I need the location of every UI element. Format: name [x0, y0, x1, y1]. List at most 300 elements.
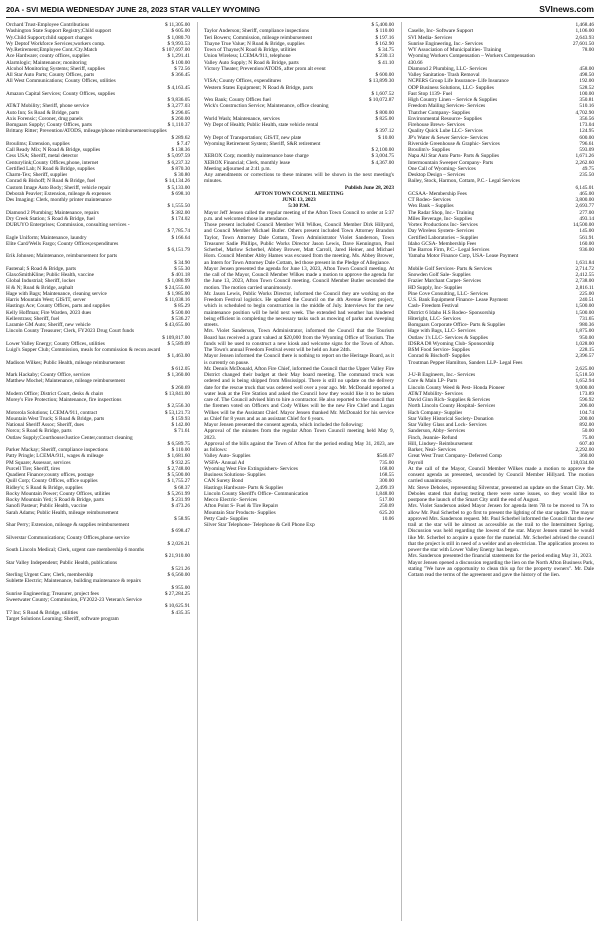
ledger-amount: $ 2,026.21: [167, 540, 190, 547]
ledger-label: Finch, Jeannie- Refund: [408, 434, 458, 441]
ledger-label: Lincoln County Weed & Pest- Honda Pioneer: [408, 384, 505, 391]
ledger-amount: $ 174.02: [171, 215, 190, 222]
ledger-label: Outlaw 1's LLC- Services & Supplies: [408, 334, 488, 341]
ledger-label: Kellerstrass; Sheriff, fuel: [6, 315, 60, 322]
ledger-amount: 980.36: [579, 322, 594, 328]
ledger-amount: $ 107,697.00: [162, 47, 190, 53]
ledger-label: Vortex Productions Inc- Services: [408, 222, 478, 228]
page-header-left: 20A - SVI MEDIA WEDNESDAY JUNE 28, 2023 STAR VALLEY WYOMING: [6, 4, 261, 14]
ledger-label: Victory Theater; Prevention/ATODS, after prom alt event: [204, 65, 326, 72]
paragraph: Mr. Jason Lewis, Public Works Director, informed the Council they are working on the Freedom Festival logistics. He updated the Council on the 4th Avenue Street project, which is scheduled to begin construction in the middle of July. Interviews for the new maintenance position will be held next week. The extended bad weather has hindered being efficient in completing the necessary tasks such as mowing of parks and sweeping streets.: [204, 290, 394, 328]
ledger-label: Madison Wilkes; Public Health, mileage reimbursement: [6, 359, 125, 366]
notice-heading: JUNE 13, 2023: [282, 197, 316, 203]
ledger-label: Wyoming Workers Compensation – Workers Compensation: [408, 53, 535, 60]
ledger-label: Valley Auto- Supplies: [204, 453, 251, 460]
ledger-label: One Call of Wyoming- Services: [408, 165, 476, 172]
ledger-amount: 2,396.57: [575, 353, 594, 360]
paragraph: Mayor Jensen opened a discussion regarding the lien on the North Afton Business Park, stating "We have an opportunity to clean this up for the property owners". Mr. Dale Cottam read the terms of the agreement and gave the history of the lien.: [408, 559, 594, 578]
ledger-label: Wyoming Retirement System; Sheriff, S&R retirement: [204, 140, 321, 147]
ledger-amount: $ 932.25: [171, 459, 190, 466]
ledger-label: Cash- Freedom Festival: [408, 303, 459, 310]
ledger-label: PM Square; Assessor, services: [6, 459, 71, 466]
ledger-amount: 168.55: [379, 472, 394, 478]
ledger-label: Taylor Anderson; Sheriff, compliance inspections: [204, 28, 310, 35]
column-1: [6, 22, 190, 921]
ledger-amount: 936.00: [579, 247, 594, 253]
ledger-label: Broulim's- Supplies: [408, 147, 451, 153]
ledger-amount: $ 53,121.73: [164, 409, 190, 416]
ledger-amount: 2,714.72: [575, 265, 594, 272]
ledger-label: Wy.Retirement;Employee Cont./Cty.Match: [6, 47, 98, 53]
ledger-label: District 6 Idaho H.S Rodeo- Sponsorship: [408, 309, 496, 316]
ledger-label: Wex Bank; County Offices fuel: [204, 97, 271, 103]
ledger-amount: 118,034.60: [570, 459, 594, 466]
ledger-amount: $ 13,899.30: [368, 78, 394, 85]
ledger-label: Certified Laboratories – Supplies: [408, 234, 479, 241]
ledger-label: Business Solutions- Supplies: [204, 472, 266, 478]
ledger-label: Barker, Neal- Services: [408, 447, 456, 453]
ledger-amount: $ 21,910.00: [164, 553, 190, 560]
ledger-label: Hastings Ace; County Offices, parts and supplies: [6, 303, 110, 310]
ledger-label: Great West Trust Company- Deferred Comp: [408, 453, 502, 460]
ledger-label: Amazon Capital Services; County Offices, supplies: [6, 90, 116, 97]
ledger-label: Charm-Tex; Sheriff, supplies: [6, 172, 68, 178]
ledger-amount: $ 10,072.87: [368, 97, 394, 103]
ledger-label: Diamond 2 Plumbing; Maintenance, repairs: [6, 209, 99, 216]
ledger-label: Quill Corp; County Offices, office supplies: [6, 478, 98, 485]
ledger-amount: 350.81: [579, 97, 594, 103]
ledger-amount: $ 11,038.16: [165, 297, 190, 303]
ledger-amount: $ 68.37: [174, 484, 190, 491]
ledger-label: Lincoln County Sheriff's Office- Communication: [204, 490, 309, 497]
ledger-amount: 458.00: [579, 65, 594, 72]
ledger-label: CT Rodeo- Services: [408, 197, 451, 203]
ledger-amount: $ 9,836.05: [167, 97, 190, 103]
ledger-amount: 10.06: [382, 515, 394, 522]
ledger-label: Purcell Tire; Sheriff, tires: [6, 465, 61, 472]
ledger-amount: $ 142.00: [171, 422, 190, 428]
ledger-label: Idaho GCSA- Membership Fees: [408, 240, 477, 247]
ledger-label: Bomgaars Corporate Office- Parts & Supplies: [408, 322, 506, 328]
ledger-amount: $ 1,291.41: [167, 53, 190, 60]
ledger-label: Wyoming West Fire Extinguishers- Services: [204, 465, 298, 472]
ledger-amount: $ 1,360.00: [167, 372, 190, 378]
ledger-label: Pine Cove Consulting, LLC- Services: [408, 290, 489, 297]
ledger-amount: 493.14: [579, 215, 594, 222]
ledger-label: Hastings Hardware- Parts & Supplies: [204, 484, 284, 491]
ledger-label: The Radar Shop, Inc.- Training: [408, 209, 475, 216]
ledger-label: All Star Auto Parts; County Offices, parts: [6, 72, 95, 78]
ledger-label: Eagle Uniform; Maintenance, laundry: [6, 234, 87, 241]
ledger-label: Western States Equipment; N Road & Bridge, parts: [204, 84, 314, 91]
ledger-amount: $ 41.10: [378, 59, 394, 66]
ledger-label: Erik Johnsen; Maintenance, reimbursement for parts: [6, 253, 118, 260]
ledger-label: Auto Inn; Ss Road & Bridge, parts: [6, 109, 80, 116]
ledger-label: Quadient Finance;county offices, postage: [6, 472, 94, 478]
ledger-label: The Barron Firm, P.C.- Legal Services: [408, 247, 490, 253]
ledger-amount: $ 382.00: [171, 209, 190, 216]
ledger-amount: 625.20: [379, 509, 394, 516]
ledger-amount: $ 536.27: [171, 315, 190, 322]
ledger-label: NCPERS Group Life Insurance- Life Insurance: [408, 78, 509, 85]
ledger-amount: 735.00: [379, 459, 394, 466]
ledger-label: Troutman Pepper Hamilton, Sanders LLP- Legal Fees: [408, 359, 523, 366]
publish-date: Publish June 28, 2023: [344, 184, 394, 191]
ledger-label: Teri Bowers; Commission, mileage reimbursement: [204, 34, 313, 41]
ledger-amount: $ 166.64: [171, 234, 190, 241]
ledger-amount: $546.07: [376, 453, 394, 460]
ledger-amount: 173.89: [579, 390, 594, 397]
ledger-amount: $ 10.00: [378, 134, 394, 141]
ledger-label: Hach Company- Supplies: [408, 409, 463, 416]
ledger-amount: $ 397.12: [375, 128, 394, 135]
ledger-amount: $ 698.47: [171, 528, 190, 535]
ledger-amount: 600.00: [579, 134, 594, 141]
ledger-amount: 206.00: [579, 403, 594, 410]
ledger-label: Deborah Peavler; Extension, mileage & expenses: [6, 190, 111, 197]
ledger-amount: 250.09: [379, 503, 394, 510]
ledger-label: Thayne True Value; N Road & Bridge, supplies: [204, 40, 305, 47]
ledger-label: Sterling Urgent Care; Clerk, membership: [6, 572, 94, 578]
ledger-amount: 1,500.00: [575, 309, 594, 316]
ledger-amount: $ 197.16: [375, 34, 394, 41]
ledger-label: Wy Deptof Workforce Services;workers comp.: [6, 40, 106, 47]
ledger-label: 430.66: [408, 59, 423, 66]
ledger-label: Riverside Greenhouse & Graphic- Services: [408, 140, 500, 147]
ledger-label: All West Communications; County Offices, utilities: [6, 78, 116, 85]
ledger-amount: $ 13,841.00: [164, 390, 190, 397]
paragraph: Approval of the minutes from the regular Afton Town Council meeting held May 9, 2023.: [204, 428, 394, 441]
ledger-amount: 950.00: [579, 334, 594, 341]
ledger-amount: 360.00: [579, 453, 594, 460]
ledger-amount: $ 5,097.59: [167, 153, 190, 160]
ledger-amount: 2,643.93: [575, 34, 594, 41]
ledger-label: Mountain Star Products- Supplies: [204, 509, 276, 516]
ledger-amount: 3,800.00: [575, 197, 594, 203]
ledger-amount: 2,693.77: [575, 203, 594, 210]
ledger-row: [204, 522, 394, 528]
paragraph: Mrs. Violet Sanderson, Town Administrator, informed the Council that the Tourism Board has received a grant valued at $20,000 from the Wyoming Office of Tourism. The funds will be used to construct a new kiosk and welcome signs for the Town of Afton. The Town's annual Freedom Festival event will be held on June 24th.: [204, 328, 394, 353]
ledger-amount: 1,028.00: [575, 340, 594, 347]
ledger-label: Hage with Bags, LLC- Services: [408, 328, 476, 335]
ledger-label: GCSAA- Membership Fees: [408, 190, 467, 197]
ledger-label: Mark Hackaby; County Office, services: [6, 372, 91, 378]
paragraph: Mayor Jensen presented the consent agenda, which included the following:: [204, 422, 364, 428]
ledger-amount: 1,848.00: [375, 490, 394, 497]
ledger-amount: 2,412.55: [575, 272, 594, 278]
paragraph: Mayor Jensen informed the Council there is nothing to report on the Heritage Board, as it is currently on pause.: [204, 353, 394, 366]
ledger-label: Day Wireless System- Services: [408, 228, 475, 235]
ledger-amount: 277.00: [579, 209, 594, 216]
ledger-amount: 4,702.90: [575, 109, 594, 116]
ledger-amount: $ 85.29: [174, 303, 190, 310]
ledger-amount: $ 500.00: [171, 309, 190, 316]
ledger-amount: $ 100.00: [171, 59, 190, 66]
ledger-amount: $ 72.56: [174, 65, 190, 72]
ledger-amount: $ 230.13: [375, 53, 394, 60]
ledger-amount: $ 58.95: [174, 515, 190, 522]
ledger-amount: 2,625.00: [575, 365, 594, 372]
ledger-amount: $ 2,100.00: [371, 147, 394, 153]
ledger-label: Meeting adjourned at 2:41 p.m.: [204, 165, 271, 172]
ledger-label: Fast Stop 1139- Fuel: [408, 90, 453, 97]
ledger-amount: 607.40: [579, 440, 594, 447]
ledger-label: AT&T Mobility; Sheriff, phone service: [6, 103, 89, 110]
ledger-amount: [391, 522, 394, 528]
ledger-amount: $ 2,748.00: [167, 465, 190, 472]
ledger-label: Intermountain Sweeper Company- Parts: [408, 159, 494, 166]
ledger-label: Quality Quick Lube LLC- Services: [408, 128, 483, 135]
ledger-amount: $ 109,817.00: [162, 334, 190, 341]
ledger-amount: 14,500.00: [572, 222, 594, 228]
paragraph: Those present included Council Member Will Wilkes, Council Member Dirk Hillyard, and Council Member Michael Butler. Others present included Town Attorney Brandon Taylor, Town Attorney Dale Cottam, Town Administrator Violet Sanderson, Town Treasurer Sadie Phillips, Public Works Director Jason Lewis, Dave Kennington, Paul Scherbel, Marlow Scherbel, Abbey Brower, Matt Carroll, Jared Heiner, and Michael Horn. Council Member Abby Hames was excused from the meeting. Ms. Abbey Brower, an Intern for Town Attorney Dale Cottam, led those present in the Pledge of Allegiance.: [204, 222, 394, 266]
ledger-label: David Ginn Rich- Supplies & Services: [408, 397, 491, 403]
column-divider: [401, 22, 402, 921]
ledger-label: Town of Thayne;N Road & Bridge, utilities: [204, 47, 297, 53]
paragraph: Approval of the bills against the Town of Afton for the period ending May 31, 2023, are as follows:: [204, 440, 394, 453]
ledger-label: Sanofi Pasteur; Public Health, vaccine: [6, 503, 88, 510]
ledger-label: Broulims; Extension, supplies: [6, 140, 70, 147]
ledger-label: Target Solutions Learning; Sheriff, software program: [6, 615, 119, 622]
ledger-amount: $ 159.93: [171, 415, 190, 422]
ledger-amount: $ 6,237.32: [167, 159, 190, 166]
ledger-label: Laramie GM Auto; Sheriff, new vehicle: [6, 322, 91, 328]
ledger-amount: $ 138.36: [171, 147, 190, 153]
ledger-amount: 510.16: [579, 103, 594, 110]
ledger-amount: $ 2,556.30: [167, 403, 190, 410]
ledger-label: SVI Media- Services: [408, 34, 453, 41]
ledger-label: High Country Linen – Service & Supplies: [408, 97, 498, 103]
ledger-amount: 2,738.00: [575, 278, 594, 285]
ledger-amount: 5,518.50: [575, 372, 594, 378]
ledger-amount: $ 1,681.60: [167, 453, 190, 460]
ledger-amount: 1,106.00: [575, 28, 594, 35]
ledger-amount: $ 6,589.75: [167, 440, 190, 447]
ledger-label: Call Ready Mix; N Road & Bridge, supplies: [6, 147, 101, 153]
ledger-label: Rocky Mountain Power; County Offices, utilities: [6, 490, 111, 497]
ledger-amount: $ 7.47: [176, 140, 190, 147]
ledger-label: Wy Dept of Health; Public Health, state vehicle rental: [204, 122, 319, 128]
ledger-label: Caselle, Inc- Software Support: [408, 28, 474, 35]
ledger-amount: 528.52: [579, 84, 594, 91]
ledger-label: HD Supply, Inc- Supplies: [408, 284, 463, 291]
ledger-amount: $ 34.75: [378, 47, 394, 53]
ledger-label: Frazier Marchant Carpet- Services: [408, 278, 482, 285]
ledger-label: Thatcher Company- Supplies: [408, 109, 471, 116]
ledger-label: GlaxoSmithKline; Public Health, vaccine: [6, 272, 94, 278]
ledger-label: South Lincoln Medical; Clerk, urgent care membership 6 months: [6, 547, 145, 553]
ledger-label: Custom Image Auto Body; Sheriff, vehicle repair: [6, 184, 111, 191]
ledger-amount: $ 5,500.00: [167, 472, 190, 478]
ledger-amount: $ 260.00: [171, 115, 190, 122]
ledger-amount: 596.92: [579, 397, 594, 403]
ledger-label: Centurylink;County Offices,phone, internet: [6, 159, 99, 166]
ledger-label: JP's Water & Sewer Service- Services: [408, 134, 489, 141]
ledger-label: Global Industrial; Sheriff, locker: [6, 278, 76, 285]
ledger-amount: $ 605.00: [171, 28, 190, 35]
ledger-label: Morey's Fire Protection; Maintenance, fire inspections: [6, 397, 122, 403]
ledger-label: Afton Point S- Fuel & Tire Repairs: [204, 503, 279, 510]
ledger-label: T7 Inc; S Road & Bridge, utilities: [6, 609, 78, 616]
ledger-amount: 225.00: [579, 290, 594, 297]
ledger-amount: $ 110.00: [171, 447, 190, 453]
ledger-label: Orchard Trust-Employee Contributions: [6, 22, 90, 28]
ledger-amount: $ 296.05: [171, 109, 190, 116]
ledger-label: Conrad & Bishoff; N Road & Bridge, fuel: [6, 178, 96, 185]
ledger-amount: 240.51: [579, 297, 594, 303]
ledger-amount: $ 9,993.53: [167, 40, 190, 47]
ledger-amount: $ 698.10: [171, 190, 190, 197]
ledger-label: Lower Valley Energy; County Offices, utilities: [6, 340, 105, 347]
ledger-label: DUBUYO Enterprises; Commission, consulting services -: [6, 222, 130, 228]
ledger-amount: 1,631.84: [575, 259, 594, 266]
ledger-amount: 2,816.11: [575, 284, 594, 291]
ledger-label: J-U-B Engineers, Inc.- Services: [408, 372, 476, 378]
ledger-amount: 145.00: [579, 228, 594, 235]
ledger-amount: 1,652.94: [575, 378, 594, 385]
ledger-amount: $ 4,163.45: [167, 84, 190, 91]
ledger-amount: 1,875.00: [575, 328, 594, 335]
ledger-label: Mecco Electric- Services: [204, 497, 258, 503]
header-rule: [6, 17, 594, 18]
ledger-amount: $ 14,134.26: [164, 178, 190, 185]
ledger-label: Sunrise Engineering; Treasurer, project fees: [6, 590, 99, 597]
ledger-label: Miles Beverage, Inc- Supplies: [408, 215, 473, 222]
notice-heading: 5:30 P.M.: [288, 203, 310, 210]
column-divider: [197, 22, 198, 921]
ledger-amount: 6,145.01: [575, 184, 594, 191]
ledger-label: Outlaw Supply;Courthouse/Justice Center,contract cleaning: [6, 434, 133, 441]
ledger-label: Snowden Golf Sale- Supplies: [408, 272, 471, 278]
ledger-amount: $ 162.90: [375, 40, 394, 47]
ledger-amount: 1,500.00: [575, 303, 594, 310]
ledger-label: Silver Star Telephone- Telephone & Cell Phone Exp: [204, 522, 315, 528]
paragraph: Mr. Steve Deboles, representing Silverstar, presented an update on the Smart City. Mr. Deboles stated that during testing there were some issues, so they would like to postpone the launch of the Smart City until the end of August.: [408, 484, 594, 503]
ledger-amount: 2,499.19: [375, 484, 394, 491]
ledger-amount: 124.95: [579, 128, 594, 135]
ledger-label: World Wash; Maintenance, services: [204, 115, 280, 122]
ledger-amount: $ 366.45: [171, 72, 190, 78]
ledger-label: XEROX Corp; monthly maintenance base charge: [204, 153, 309, 160]
ledger-label: Shar Perry; Extension, mileage & supplies reimbursement: [6, 522, 130, 528]
ledger-label: National Sheriff Assoc; Sheriff, dues: [6, 422, 84, 428]
ledger-label: Ridley's; S Road & Bridge, supplies: [6, 484, 83, 491]
ledger-label: AT&T Mobility- Services: [408, 390, 463, 397]
ledger-amount: $ 4,367.00: [371, 159, 394, 166]
ledger-amount: $ 6,151.79: [167, 247, 190, 253]
ledger-label: Wy.Child Support;child support changes: [6, 34, 92, 41]
ledger-label: Napa All Star Auto Parts- Parts & Supplies: [408, 153, 500, 160]
ledger-amount: $ 825.00: [375, 115, 394, 122]
ledger-amount: 731.65: [579, 315, 594, 322]
ledger-label: Silverstar Communications; County Offices,phone service: [6, 534, 130, 541]
ledger-label: Alcohol Monitoring Systems; Sheriff, supplies: [6, 65, 105, 72]
ledger-label: Mobile Golf Services- Parts & Services: [408, 265, 492, 272]
ledger-label: Dry Creek Station; S Road & Bridge, fuel: [6, 215, 95, 222]
ledger-label: Environmental Resource- Supplies: [408, 115, 482, 122]
paragraph: Mayor Jeff Jensen called the regular meeting of the Afton Town Council to order at 5:37 p.m. and welcomed those in attendance.: [204, 209, 394, 222]
ledger-label: Valley Sanitation- Trash Removal: [408, 72, 480, 78]
ledger-label: Motorola Solutions; LCEMA/911, contract: [6, 409, 98, 416]
ledger-label: Petty Cash- Supplies: [204, 515, 249, 522]
ledger-amount: 235.50: [579, 172, 594, 178]
ledger-amount: $ 7,785.74: [167, 228, 190, 235]
ledger-label: Wick's Construction Service; Maintenance, office cleaning: [204, 103, 329, 110]
ledger-label: Washington State Support Registry;Child support: [6, 28, 111, 35]
ledger-amount: $ 1,755.27: [167, 478, 190, 485]
ledger-amount: 200.00: [579, 415, 594, 422]
ledger-label: Hill, Lindsey- Reimbursement: [408, 440, 473, 447]
ledger-label: Freedom Mailing Services- Services: [408, 103, 486, 110]
paragraph: Mayor Jensen presented the agenda for June 13, 2023, Afton Town Council meeting. At the call of the Mayor, Council Member Wilkes made a motion to approve the agenda for the June 13, 2023, Afton Town Council meeting. Council Member Butler seconded the motion. The motion carried unanimously.: [204, 265, 394, 291]
ledger-amount: $ 110.00: [375, 28, 394, 35]
ledger-label: Sublette Electric; Maintenance, building maintenance & repairs: [6, 578, 141, 585]
ledger-label: Hiteright, LLC- Services: [408, 315, 461, 322]
column-2: [204, 22, 394, 921]
ledger-label: Firehouse Brews- Services: [408, 122, 465, 128]
ledger-label: Star Valley Independent; Public Health, publications: [6, 559, 118, 566]
ledger-amount: $ 43,655.00: [164, 322, 190, 328]
ledger-label: Payroll: [408, 459, 424, 466]
ledger-amount: 192.00: [579, 78, 594, 85]
ledger-amount: 2,292.00: [575, 447, 594, 453]
ledger-amount: $ 5,400.00: [371, 22, 394, 28]
ledger-amount: $ 521.26: [171, 565, 190, 572]
ledger-label: Fastenal; S Road & Bridge, parts: [6, 265, 77, 272]
ledger-label: Des Imaging: Clerk, monthly printer maintenance: [6, 197, 112, 203]
ledger-label: XEROX Financial; Clerk, monthly lease: [204, 159, 291, 166]
ledger-amount: $ 800.00: [375, 109, 394, 116]
ledger-label: Luigi's Supper Club; Commission, meals for commission & recon award: [6, 347, 161, 353]
ledger-amount: 78.00: [582, 47, 594, 53]
ledger-label: Desktop Design – Services: [408, 172, 466, 178]
ledger-label: Yamaha Motor Finance Corp, USA- Lease Payment: [408, 253, 519, 260]
ledger-label: BSM Food Service- Supplies: [408, 347, 470, 353]
ledger-amount: 892.00: [579, 422, 594, 428]
ledger-amount: $ 1,080.70: [167, 34, 190, 41]
ledger-label: Hage with Bags; Maintenance, cleaning service: [6, 290, 107, 297]
ledger-amount: $ 289.62: [171, 134, 190, 141]
ledger-label: Matthew Mochel; Maintenance, mileage reimbursement: [6, 378, 125, 385]
ledger-label: Patty Pringle; LCEMA/911, wages & mileage: [6, 453, 104, 460]
ledger-amount: $ 955.00: [171, 584, 190, 591]
ledger-label: Kelly Hoffman; Fire Warden, 2023 dues: [6, 309, 92, 316]
ledger-amount: $ 260.69: [171, 384, 190, 391]
ledger-amount: 2,262.60: [575, 159, 594, 166]
ledger-amount: $ 5,261.99: [167, 490, 190, 497]
ledger-amount: $ 11,305.00: [165, 22, 190, 28]
ledger-label: Brittany Ritter; Prevention/ATODS, mileage/phone reimbursement/supplies: [6, 128, 167, 135]
ledger-amount: $ 24,555.60: [164, 284, 190, 291]
ledger-amount: 104.74: [579, 409, 594, 416]
ledger-label: North Lincoln County Hospital- Services: [408, 403, 496, 410]
ledger-label: Axis Forensic; Coroner, drug panels: [6, 115, 83, 122]
ledger-amount: $ 10,625.91: [164, 603, 190, 610]
ledger-label: Core & Main LP- Parts: [408, 378, 458, 385]
ledger-amount: 1,671.26: [575, 153, 594, 160]
ledger-amount: $ 71.61: [174, 428, 190, 435]
ledger-amount: 9,000.00: [575, 384, 594, 391]
ledger-label: Harris Mountain West; GIS/IT, server: [6, 297, 86, 303]
ledger-amount: 160.00: [579, 240, 594, 247]
ledger-amount: $ 1,110.37: [167, 122, 190, 128]
ledger-amount: $ 55.30: [174, 265, 190, 272]
paragraph: Mrs. Violet Sanderson asked Mayor Jensen for agenda item 7B to be moved to 7A to allow Mr. Paul Scherbel to go first to present the lighting of the star update. The mayor approved Mrs. Sanderson request. Mr. Paul Scherbel informed the Council that the new trail at the star will be almost as accessible as the trail to the Intermittent Spring. Discussion was held regarding the lowest of the star. Mayor Jensen stated he would like Mr. Scherbel to acquire a quote for the material. Mr. Scherbel advised the council that the project is still in need of a welder and an electrician. The application process to power the star with Lower Valley Energy has begun.: [408, 503, 594, 553]
ledger-amount: 300.00: [379, 478, 394, 485]
ledger-amount: 27,601.50: [572, 40, 594, 47]
ledger-label: VISA; County Offices, expenditures: [204, 78, 282, 85]
ledger-label: Star Valley Historical Society- Donation: [408, 415, 494, 422]
